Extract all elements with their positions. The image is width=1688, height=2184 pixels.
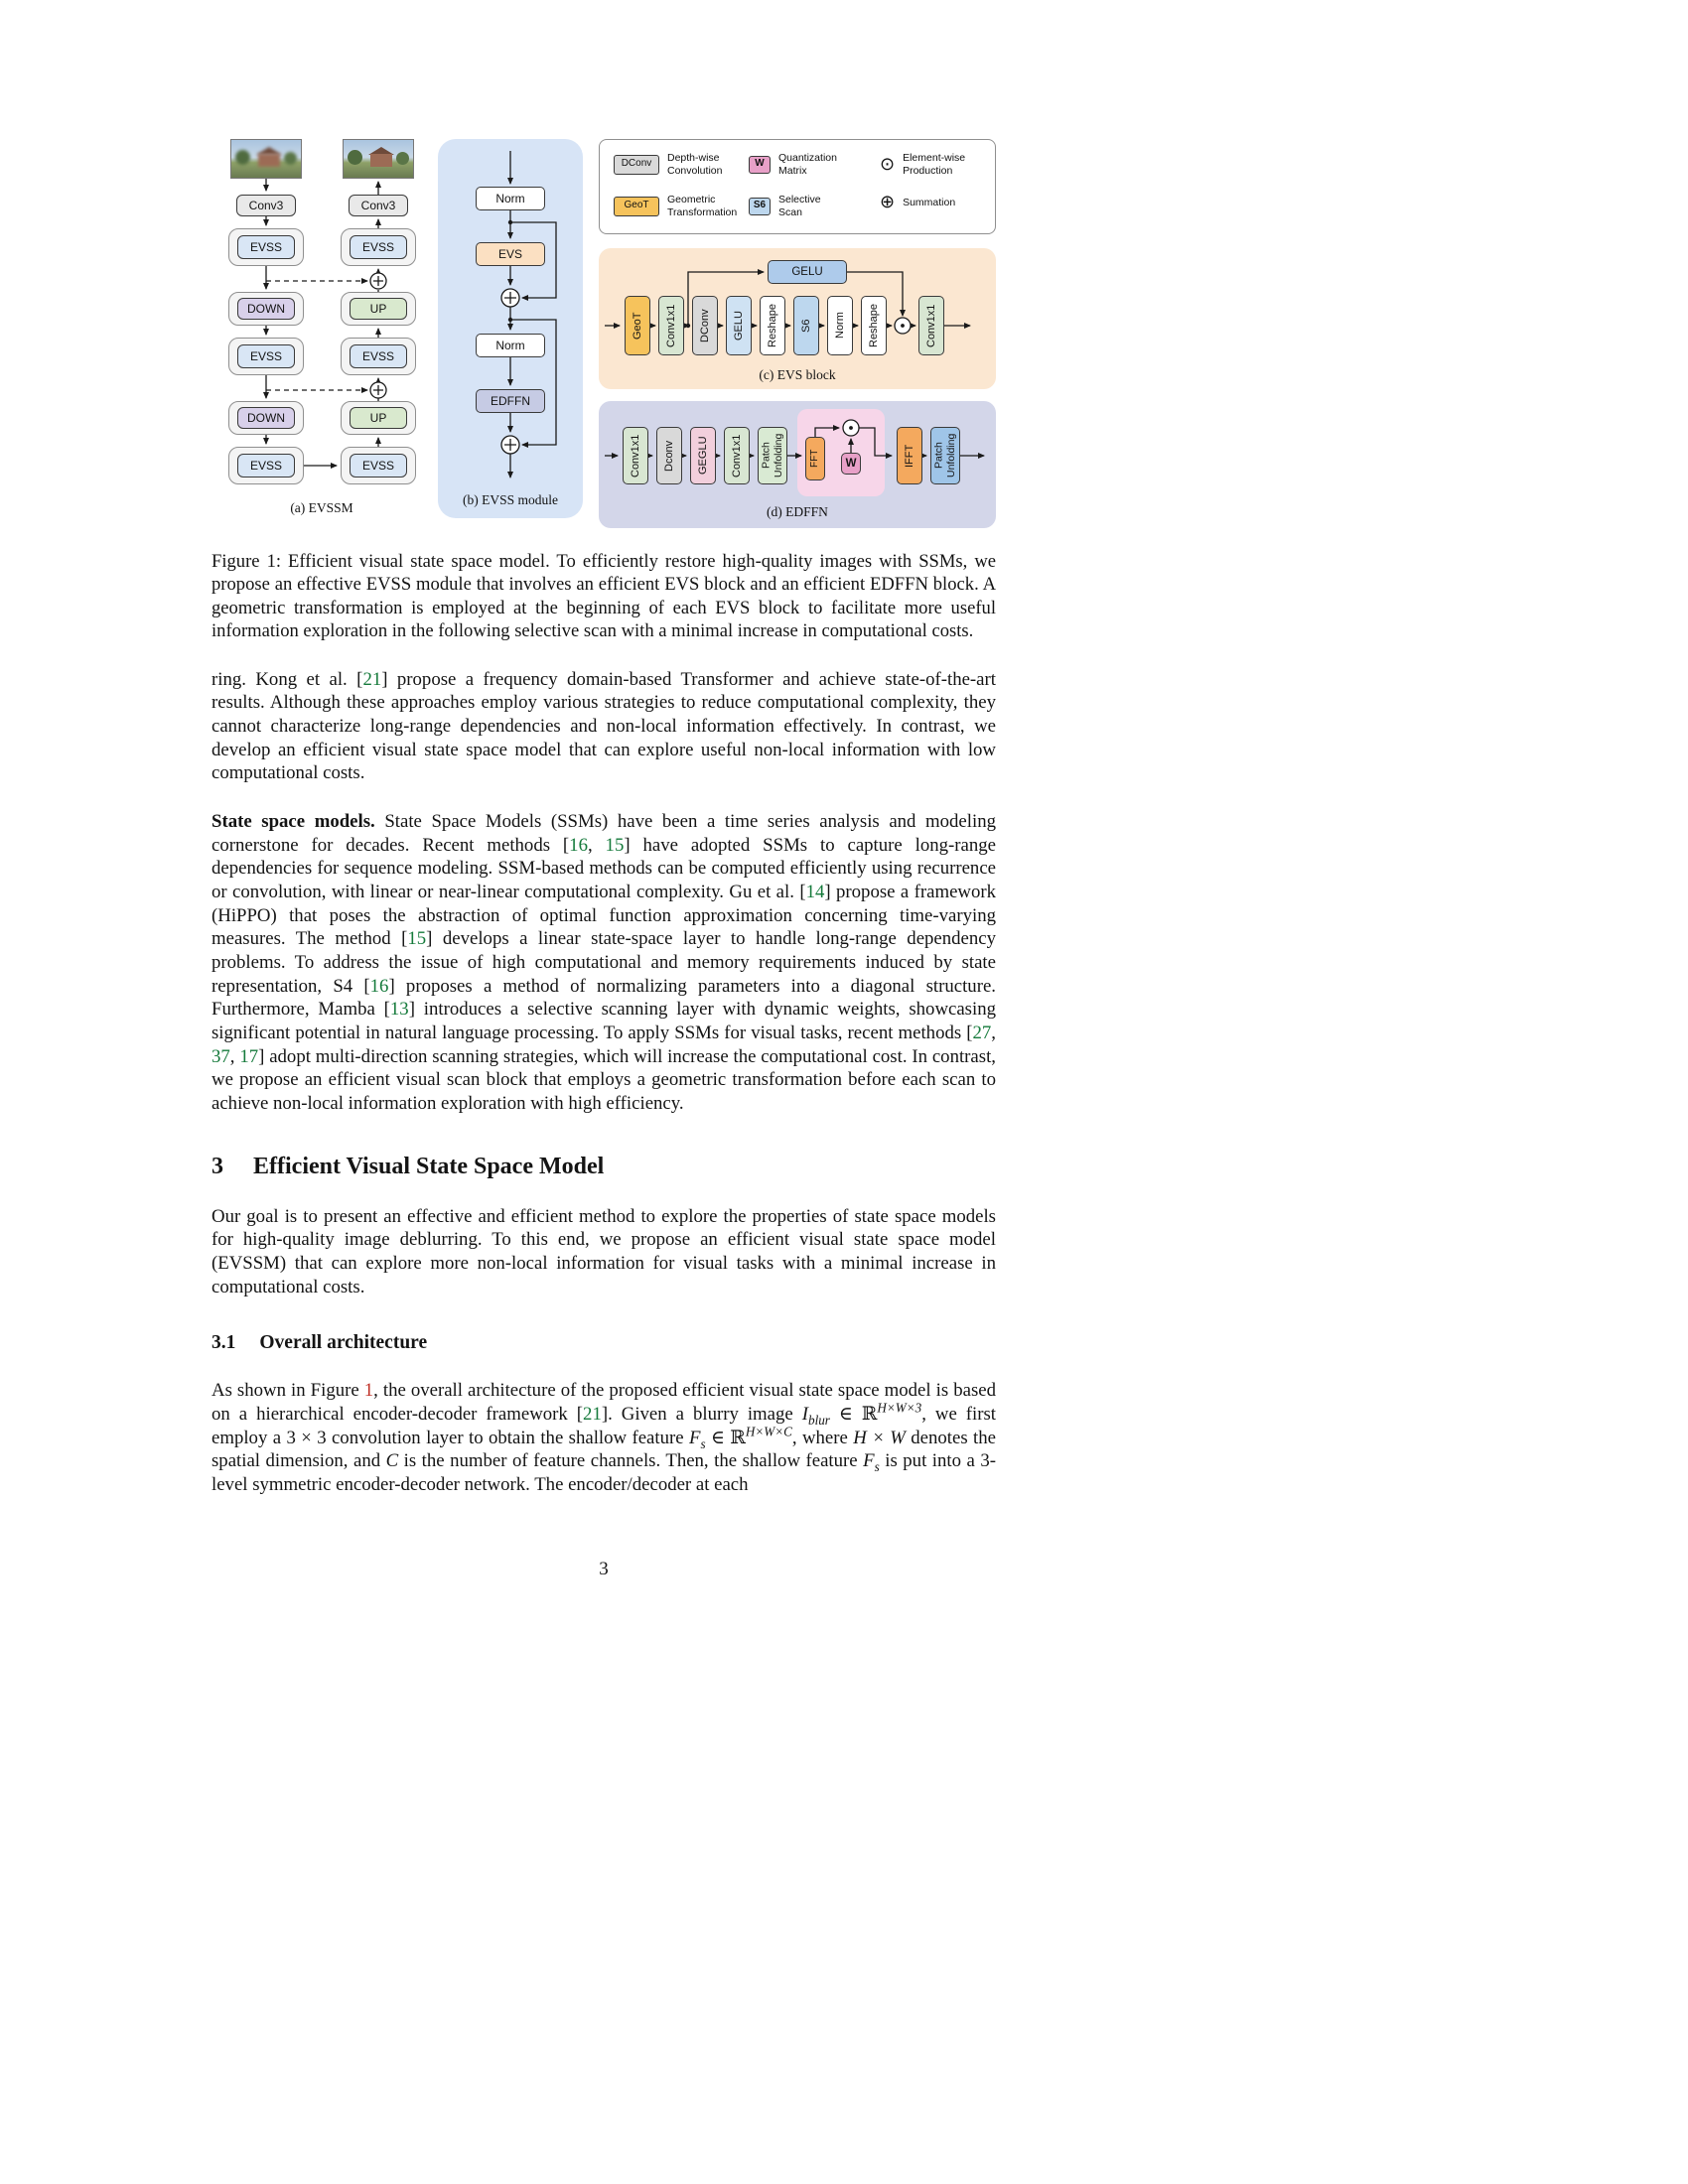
conv1x1-block-d1: Conv1x1	[623, 427, 648, 484]
panel-b-label: (b) EVSS module	[463, 492, 558, 507]
up-sample-block-1: UP	[341, 292, 416, 326]
norm-block: Norm	[827, 296, 853, 355]
conv1x1-out-block: Conv1x1	[918, 296, 944, 355]
reshape-block-1: Reshape	[760, 296, 785, 355]
patch-unfolding-block-1: Patch Unfolding	[758, 427, 787, 484]
blurry-input-image	[230, 139, 302, 179]
sum-icon	[370, 273, 386, 289]
section-title: Efficient Visual State Space Model	[253, 1153, 605, 1179]
figure-ref-link[interactable]: 1	[363, 1380, 374, 1402]
section-heading	[211, 1154, 996, 1180]
sharp-output-image	[343, 139, 414, 179]
dconv-block: DConv	[692, 296, 718, 355]
paragraph-overall-architecture: As shown in Figure 1, the overall architecture of the proposed efficient visual state space model is based on a hierarchical encoder-decoder framework [21]. Given a blurry image $I_{blur}$ ∈ ℝ$^{H\times W\times 3}$, we first employ a 3 × 3 convolution layer to obtain the shallow feature $F_s$ ∈ ℝ$^{H\times W\times C}$, where H × W denotes the spatial dimension, and C is the number of feature channels. Then, the shallow feature $F_s$ is put into a 3-level symmetric encoder-decoder network. The encoder/decoder at each	[211, 1380, 997, 1496]
panel-c-label: (c) EVS block	[759, 367, 836, 382]
citation-link[interactable]: 15	[605, 834, 625, 856]
citation-link[interactable]: 21	[583, 1404, 602, 1426]
legend-item-s6: S6 Selective Scan	[749, 194, 821, 218]
geot-block: GeoT	[625, 296, 650, 355]
elementwise-product-icon	[895, 318, 911, 334]
conv3-encoder-block: Conv3	[236, 195, 296, 216]
evs-block: EVS	[476, 242, 545, 266]
citation-link[interactable]: 14	[805, 882, 825, 903]
geot-badge: GeoT	[614, 197, 659, 216]
sum-icon	[501, 289, 519, 307]
dconv-block-d: Dconv	[656, 427, 682, 484]
sum-icon	[370, 382, 386, 398]
citation-link[interactable]: 17	[239, 1045, 259, 1067]
norm-block-2: Norm	[476, 334, 545, 357]
down-sample-block-2: DOWN	[228, 401, 304, 435]
s6-badge: S6	[749, 198, 771, 215]
conv3-decoder-block: Conv3	[349, 195, 408, 216]
paragraph-goal: Our goal is to present an effective and efficient method to explore the properties of state space models for high-quality image deblurring. To this end, we propose an efficient visual state space model (EVSSM) that can explore more non-local information for visual tasks with a minimal increase in computational costs.	[211, 1205, 996, 1297]
encoder-evss-block-1: EVSS	[228, 228, 304, 266]
edffn-block: EDFFN	[476, 389, 545, 413]
reshape-block-2: Reshape	[861, 296, 887, 355]
conv1x1-block-d2: Conv1x1	[724, 427, 750, 484]
geglu-block: GEGLU	[690, 427, 716, 484]
panel-a-label: (a) EVSSM	[290, 500, 353, 515]
paragraph-related-work: ring. Kong et al. [21] propose a frequency domain-based Transformer and achieve state-of-the-art results. Although these approaches employ various strategies to reduce computational complexity, they cannot characterize long-range dependencies and non-local information effectively. In contrast, we develop an efficient visual state space model that can explore useful non-local information with low computational costs.	[211, 668, 996, 784]
legend-item-w: W Quantization Matrix	[749, 152, 837, 177]
citation-link[interactable]: 27	[972, 1023, 992, 1044]
citation-link[interactable]: 21	[362, 668, 382, 690]
elementwise-product-icon: ⊙	[880, 153, 896, 175]
s6-block: S6	[793, 296, 819, 355]
decoder-evss-block-1: EVSS	[341, 228, 416, 266]
w-matrix-block: W	[841, 453, 861, 475]
citation-link[interactable]: 16	[569, 834, 588, 856]
paragraph-state-space-models: State space models. State Space Models (SSMs) have been a time series analysis and modeling cornerstone for decades. Recent methods [16, 15] have adopted SSMs to capture long-range dependencies for sequence modeling. SSM-based methods can be computed efficiently using recurrence or convolution, with linear or near-linear computational complexity. Gu et al. [14] propose a framework (HiPPO) that poses the abstraction of optimal function approximation concerning time-varying measures. The method [15] develops a linear state-space layer to handle long-range dependency problems. To address the issue of high computational and memory requirements induced by state representation, S4 [16] proposes a method of normalizing parameters into a diagonal structure. Furthermore, Mamba [13] introduces a selective scanning layer with dynamic weights, showcasing significant potential in natural language processing. To apply SSMs for visual tasks, recent methods [27, 37, 17] adopt multi-direction scanning strategies, which will increase the computational cost. In contrast, we propose an efficient visual scan block that employs a geometric transformation before each scan to achieve non-local information exploration with high efficiency.	[211, 811, 997, 1115]
legend-item-geot: GeoT Geometric Transformation	[614, 194, 737, 218]
gelu-branch-block: GELU	[768, 260, 847, 284]
figure-legend	[599, 139, 996, 234]
legend-item-summation: ⊕ Summation	[880, 192, 956, 212]
page-number: 3	[599, 1558, 609, 1579]
encoder-evss-block-3: EVSS	[228, 447, 304, 484]
content-column	[211, 139, 996, 1580]
sum-icon: ⊕	[880, 192, 896, 212]
up-sample-block-2: UP	[341, 401, 416, 435]
patch-unfolding-block-2: Patch Unfolding	[930, 427, 960, 484]
down-sample-block-1: DOWN	[228, 292, 304, 326]
panel-d-label: (d) EDFFN	[767, 504, 828, 519]
subsection-title: Overall architecture	[259, 1332, 428, 1354]
subsection-heading	[211, 1332, 996, 1354]
encoder-evss-block-2: EVSS	[228, 338, 304, 375]
legend-item-elementwise: ⊙ Element-wise Production	[880, 152, 966, 177]
elementwise-product-icon	[843, 420, 859, 436]
figure-1	[211, 139, 996, 534]
subsection-number: 3.1	[211, 1332, 236, 1354]
gelu-block: GELU	[726, 296, 752, 355]
citation-link[interactable]: 16	[369, 975, 389, 997]
quantization-matrix-badge: W	[749, 156, 771, 174]
norm-block-1: Norm	[476, 187, 545, 210]
decoder-evss-block-2: EVSS	[341, 338, 416, 375]
dconv-badge: DConv	[614, 155, 659, 175]
citation-link[interactable]: 15	[407, 928, 427, 950]
decoder-evss-block-3: EVSS	[341, 447, 416, 484]
citation-link[interactable]: 13	[389, 999, 409, 1021]
section-number: 3	[211, 1153, 223, 1179]
fft-block: FFT	[805, 437, 825, 480]
figure-caption: Figure 1: Efficient visual state space model. To efficiently restore high-quality images with SSMs, we propose an effective EVSS module that involves an efficient EVS block and an efficient EDFFN block. A geometric transformation is employed at the beginning of each EVS block to facilitate more useful information exploration in the following selective scan with a minimal increase in computational costs.	[211, 551, 996, 642]
sum-icon	[501, 436, 519, 454]
ifft-block: IFFT	[897, 427, 922, 484]
legend-item-dconv: DConv Depth-wise Convolution	[614, 152, 722, 177]
citation-link[interactable]: 37	[211, 1045, 230, 1067]
conv1x1-block: Conv1x1	[658, 296, 684, 355]
